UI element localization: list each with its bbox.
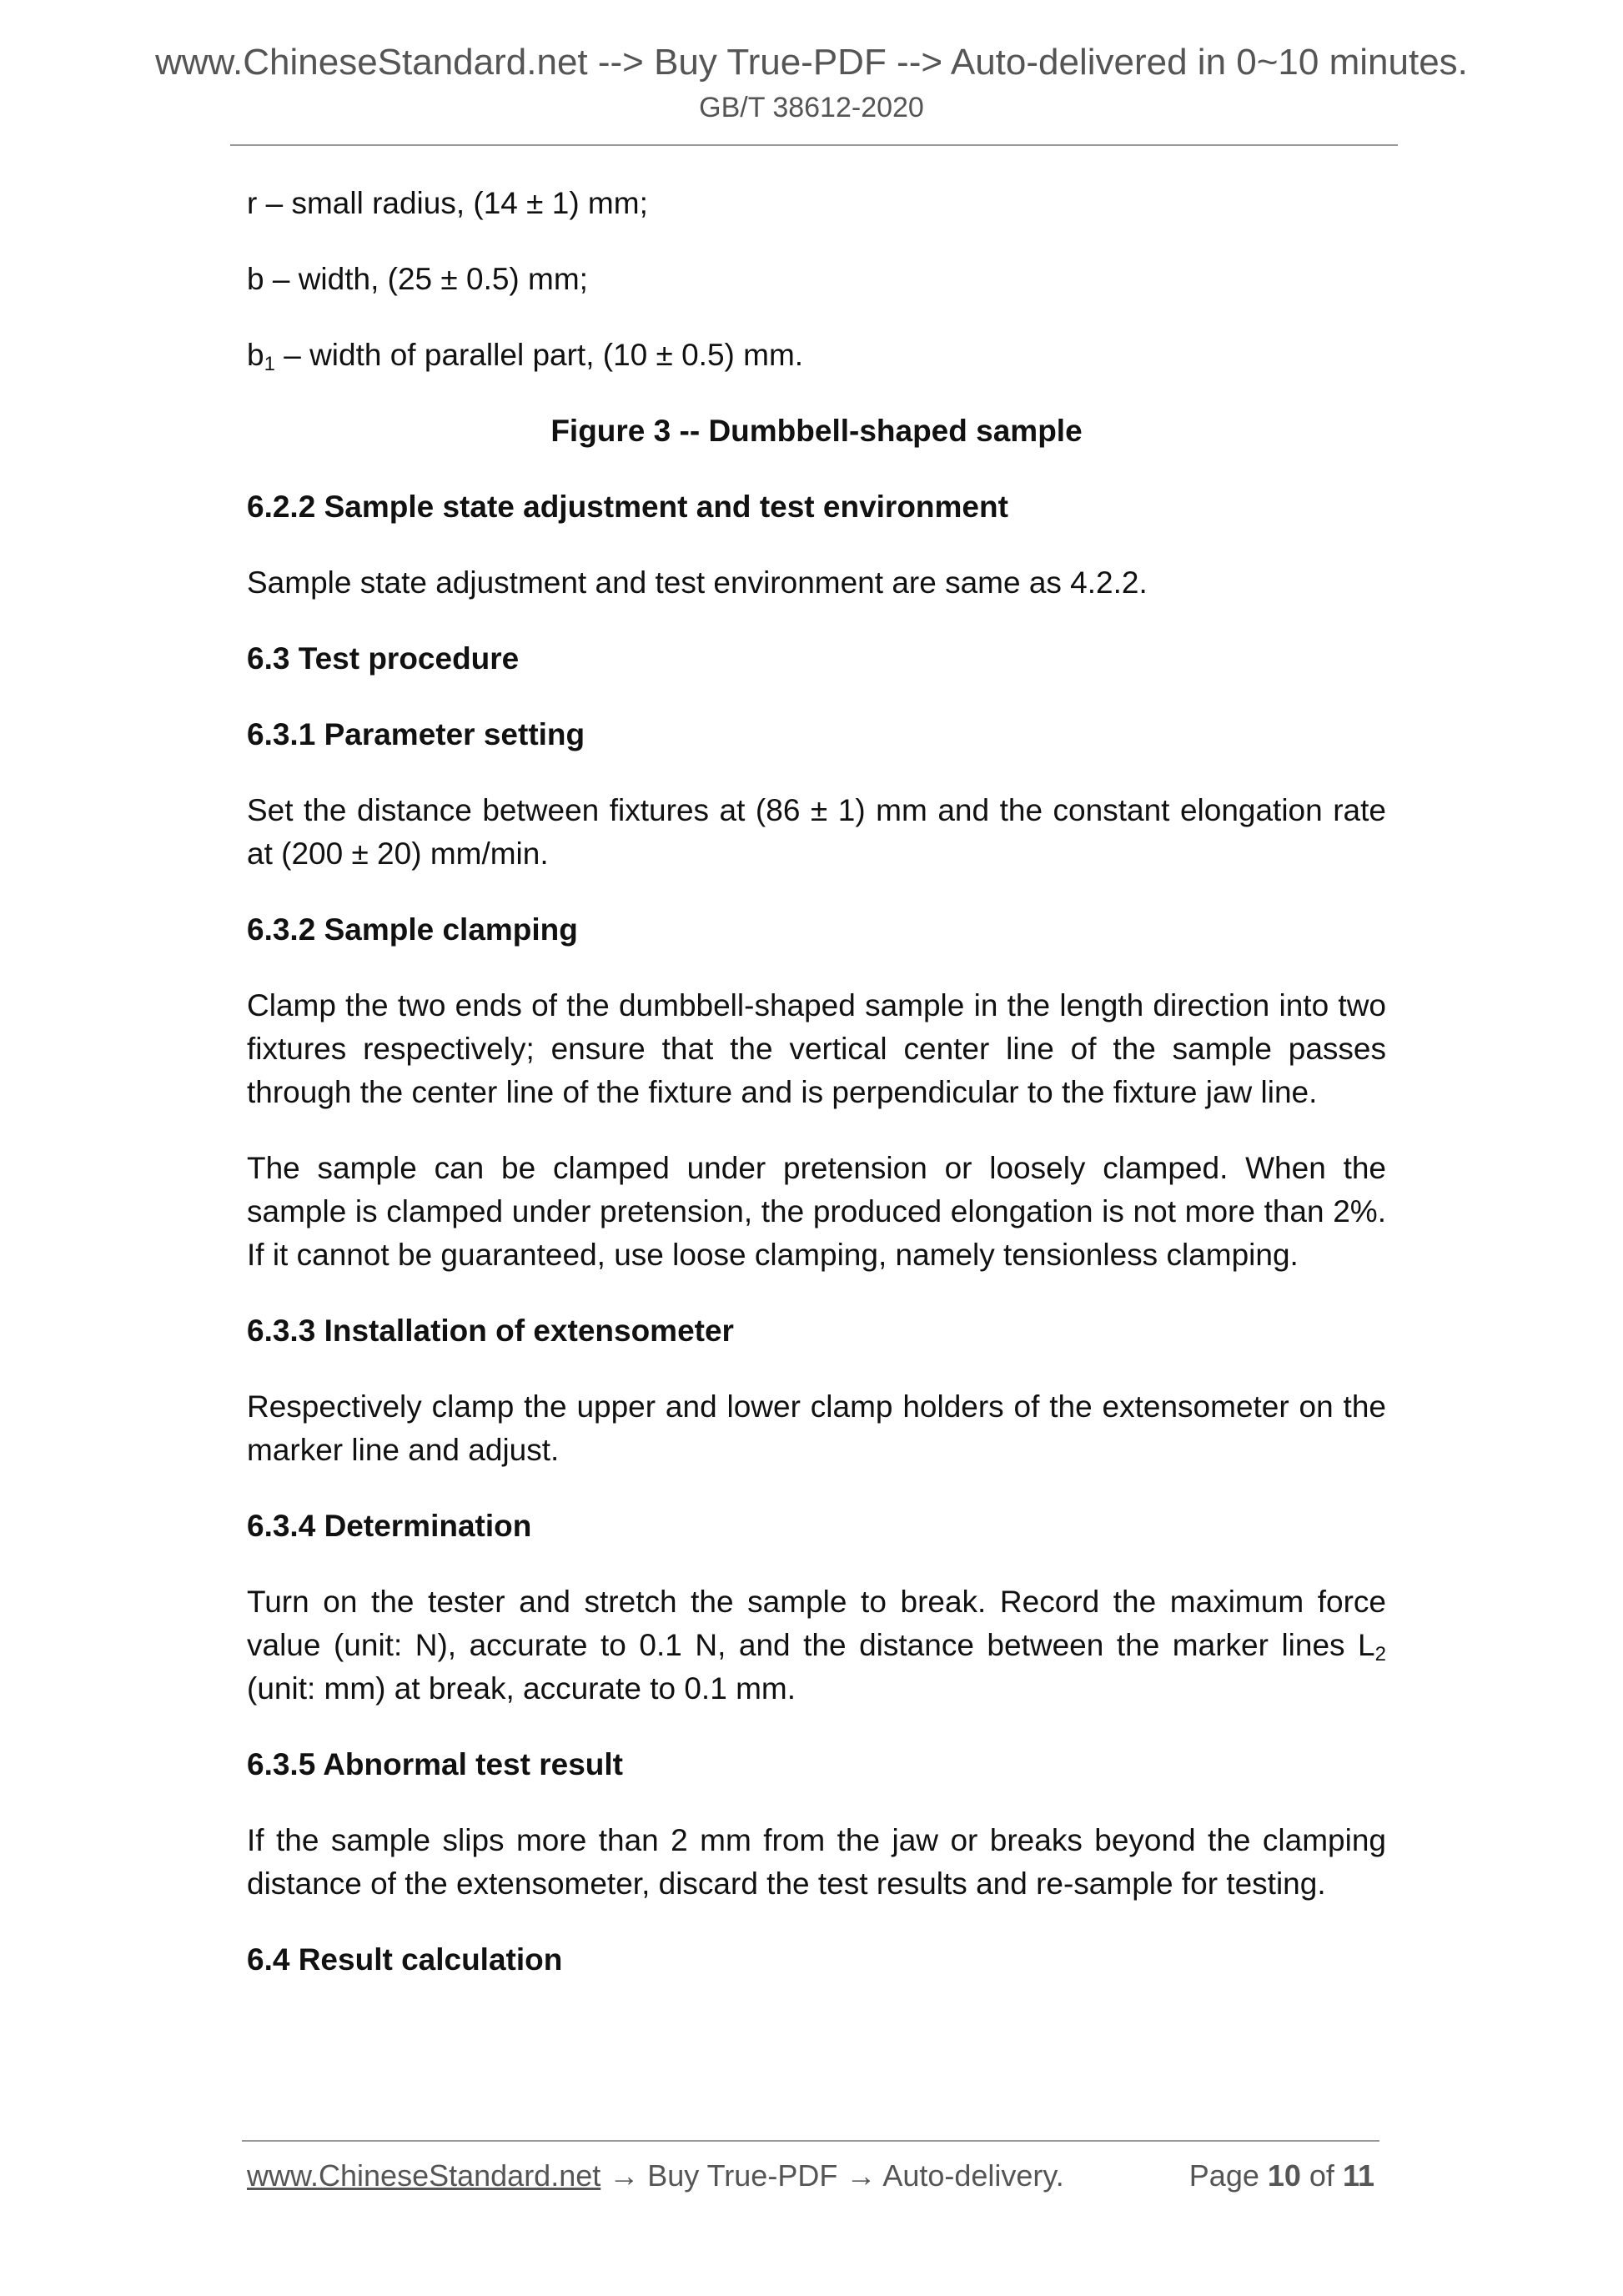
definition-r: r – small radius, (14 ± 1) mm; — [247, 186, 648, 220]
b1-text: – width of parallel part, (10 ± 0.5) mm. — [274, 338, 804, 372]
definition-b1 — [247, 334, 1386, 377]
paragraph-6-3-2-a: Clamp the two ends of the dumbbell-shaped sample in the length direction into two fixtures respectively; ensure that the vertical center line of the sample passes through the center line of the fixture and is perpendicular to the fixture jaw line. — [247, 988, 1386, 1109]
b1-symbol: b — [247, 338, 264, 372]
paragraph-6-3-3: Respectively clamp the upper and lower clamp holders of the extensometer on the marker line and adjust. — [247, 1389, 1386, 1467]
page-label: Page — [1188, 2158, 1268, 2193]
footer-tagline: → Buy True-PDF → Auto-delivery. — [600, 2158, 1064, 2193]
paragraph-6-3-4 — [247, 1580, 1386, 1711]
p634-main: Turn on the tester and stretch the sample to break. Record the maximum force value (unit: N), accurate to 0.1 N, and the distance between the marker lines L — [247, 1585, 1386, 1662]
heading-6-3: 6.3 Test procedure — [247, 641, 520, 676]
page-footer — [247, 2158, 1379, 2193]
page-indicator — [1189, 2158, 1374, 2193]
heading-6-4: 6.4 Result calculation — [247, 1942, 563, 1977]
footer-link[interactable]: www.ChineseStandard.net — [247, 2158, 601, 2193]
heading-6-2-2: 6.2.2 Sample state adjustment and test environment — [247, 490, 1008, 524]
paragraph-6-3-1: Set the distance between fixtures at (86 ± 1) mm and the constant elongation rate at (200 ± 20) mm/min. — [247, 793, 1386, 871]
heading-6-3-4: 6.3.4 Determination — [247, 1509, 532, 1543]
paragraph-6-3-2-b: The sample can be clamped under pretension or loosely clamped. When the sample is clamped under pretension, the produced elongation is not more than 2%. If it cannot be guaranteed, use loose clamping, namely tensionless clamping. — [247, 1151, 1386, 1272]
header-banner: www.ChineseStandard.net --> Buy True-PDF --> Auto-delivered in 0~10 minutes. — [155, 42, 1468, 83]
of-label: of — [1300, 2158, 1343, 2193]
p634-end: (unit: mm) at break, accurate to 0.1 mm. — [247, 1671, 796, 1706]
l2-subscript: 2 — [1374, 1643, 1386, 1665]
document-body — [247, 182, 1386, 1982]
page-total: 11 — [1342, 2158, 1374, 2193]
paragraph-6-3-5: If the sample slips more than 2 mm from the jaw or breaks beyond the clamping distance of the extensometer, discard the test results and re-sample for testing. — [247, 1823, 1386, 1901]
b1-subscript: 1 — [264, 353, 275, 375]
heading-6-3-3: 6.3.3 Installation of extensometer — [247, 1314, 734, 1348]
standard-number: GB/T 38612-2020 — [699, 92, 924, 123]
paragraph-6-2-2: Sample state adjustment and test environment are same as 4.2.2. — [247, 565, 1148, 600]
figure-caption: Figure 3 -- Dumbbell-shaped sample — [550, 414, 1083, 448]
heading-6-3-2: 6.3.2 Sample clamping — [247, 912, 578, 947]
definition-b: b – width, (25 ± 0.5) mm; — [247, 262, 588, 296]
heading-6-3-5: 6.3.5 Abnormal test result — [247, 1747, 623, 1781]
heading-6-3-1: 6.3.1 Parameter setting — [247, 717, 585, 751]
header-divider — [230, 144, 1398, 146]
page-number: 10 — [1267, 2158, 1301, 2193]
footer-divider — [242, 2140, 1379, 2142]
